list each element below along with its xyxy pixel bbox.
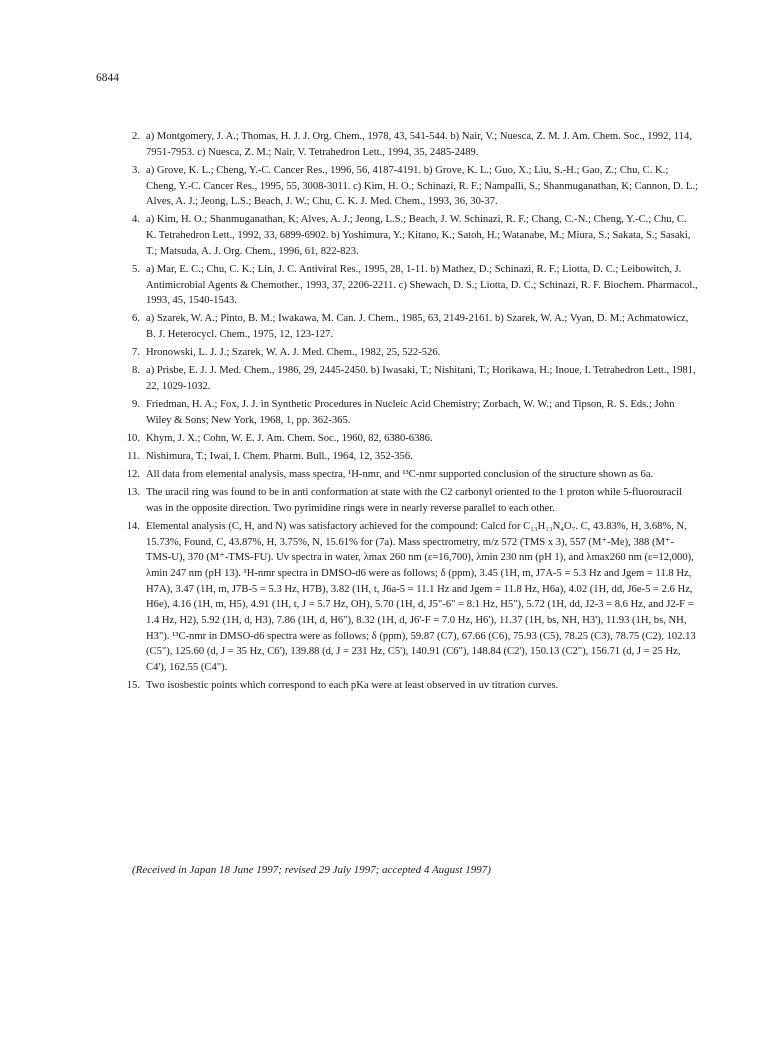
reference-number: 4. [132,214,140,226]
reference-text: a) Mar, E. C.; Chu, C. K.; Lin, J. C. Antiviral Res., 1995, 28, 1-11. b) Mathez, D.; Schinazi, R. F.; Liotta, D. C.; Leibowitch, J. Antimicrobial Agents & Chemother., 1993, 37, 2206-2211. c) Shewach, D. S.; Liotta, D. C.; Schinazi, R. F. Biochem. Pharmacol., 1993, 45, 1540-1543. [146,263,698,307]
reference-item [118,311,698,342]
reference-number: 11. [127,450,140,462]
reference-text: a) Grove, K. L.; Cheng, Y.-C. Cancer Res., 1996, 56, 4187-4191. b) Grove, K. L.; Guo, X.; Liu, S.-H.; Gao, Z.; Chu, C. K.; Cheng, Y.-C. Cancer Res., 1995, 55, 3008-3011. c) Kim, H. O.; Schinazi, R. F.; Nampalli, S.; Shanmuganathan, K; Cannon, D. L.; Alves, A. J.; Jeong, L.S.; Beach, J. W.; Chu, C. K. J. Med. Chem., 1993, 36, 30-37. [146,164,698,208]
reference-text: Elemental analysis (C, H, and N) was satisfactory achieved for the compound: Calcd for C₁₃H₁₃N₄O₇. C, 43.83%, H, 3.68%, N, 15.73%, Found, C, 43.87%, H, 3.75%, N, 15.61% for (7a). Mass spectrometry, m/z 572 (TMS x 3), 557 (M⁺-Me), 388 (M⁺-TMS-U), 370 (M⁺-TMS-FU). Uv spectra in water, λmax 260 nm (ε=16,700), λmin 230 nm (pH 1), and λmax260 nm (ε=12,000), λmin 247 nm (pH 13). ¹H-nmr spectra in DMSO-d6 were as follows; δ (ppm), 3.45 (1H, m, J7A-5 = 5.3 Hz and Jgem = 11.8 Hz, H7A), 3.47 (1H, m, J7B-5 = 5.3 Hz, H7B), 3.82 (1H, t, J6a-5 = 11.1 Hz and Jgem = 11.8 Hz, H6a), 4.02 (1H, dd, J6e-5 = 2.6 Hz, H6e), 4.16 (1H, m, H5), 4.91 (1H, t, J = 5.7 Hz, OH), 5.70 (1H, d, J5"-6" = 8.1 Hz, H5"), 5.72 (1H, dd, J2-3 = 8.6 Hz, and J2-F = 1.4 Hz, H2), 5.92 (1H, d, H3), 7.86 (1H, d, H6"), 8.32 (1H, d, J6'-F = 7.0 Hz, H6'), 11.37 (1H, bs, NH, H3'), 11.93 (1H, bs, NH, H3"). ¹³C-nmr in DMSO-d6 spectra were as follows; δ (ppm), 59.87 (C7), 67.66 (C6), 75.93 (C5), 78.25 (C3), 78.75 (C2), 102.13 (C5"), 125.60 (d, J = 35 Hz, C6'), 139.88 (d, J = 231 Hz, C5'), 140.91 (C6"), 148.84 (C2'), 150.13 (C2"), 156.71 (d, J = 25 Hz, C4'), 162.55 (C4"). [146,520,696,674]
reference-number: 3. [132,164,140,176]
reference-item [118,519,698,676]
reference-text: a) Szarek, W. A.; Pinto, B. M.; Iwakawa, M. Can. J. Chem., 1985, 63, 2149-2161. b) Szarek, W. A.; Vyan, D. M.; Achmatowicz, B. J. Heterocycl. Chem., 1975, 12, 123-127. [146,313,689,340]
received-dates: (Received in Japan 18 June 1997; revised 29 July 1997; accepted 4 August 1997) [132,864,491,876]
reference-list [118,129,698,694]
reference-text: Two isosbestic points which correspond to each pKa were at least observed in uv titration curves. [146,680,559,692]
reference-text: The uracil ring was found to be in anti conformation at state with the C2 carbonyl oriented to the 1 proton while 5-fluorouracil was in the opposite direction. Two pyrimidine rings were in nearly reverse parallel to each other. [146,487,683,514]
reference-number: 12. [126,468,140,480]
reference-item [118,212,698,259]
reference-number: 5. [132,263,140,275]
reference-text: Khym, J. X.; Cohn, W. E. J. Am. Chem. Soc., 1960, 82, 6380-6386. [146,432,433,444]
reference-item [118,262,698,309]
reference-text: a) Montgomery, J. A.; Thomas, H. J. J. Org. Chem., 1978, 43, 541-544. b) Nair, V.; Nuesca, Z. M. J. Am. Chem. Soc., 1992, 114, 7951-7953. c) Nuesca, Z. M.; Nair, V. Tetrahedron Lett., 1994, 35, 2485-2489. [146,131,692,158]
reference-number: 6. [132,313,140,325]
reference-text: Friedman, H. A.; Fox, J. J. in Synthetic Procedures in Nucleic Acid Chemistry; Zorbach, W. W.; and Tipson, R. S. Eds.; John Wiley & Sons; New York, 1968, 1, pp. 362-365. [146,398,675,426]
reference-text: All data from elemental analysis, mass spectra, ¹H-nmr, and ¹³C-nmr supported conclusion of the structure shown as 6a. [146,468,654,480]
reference-number: 15. [126,680,140,692]
reference-number: 7. [132,347,140,359]
reference-item [118,397,698,428]
reference-item [118,431,698,447]
reference-text: a) Prisbe, E. J. J. Med. Chem., 1986, 29, 2445-2450. b) Iwasaki, T.; Nishitani, T.; Horikawa, H.; Inoue, I. Tetrahedron Lett., 1981, 22, 1029-1032. [146,365,696,392]
reference-item [118,345,698,361]
reference-number: 10. [126,432,140,444]
reference-text: a) Kim, H. O.; Shanmuganathan, K; Alves, A. J.; Jeong, L.S.; Beach, J. W. Schinazi, R. F.; Chang, C.-N.; Cheng, Y.-C.; Chu, C. K. Tetrahedron Lett., 1992, 33, 6899-6902. b) Yoshimura, Y.; Kitano, K.; Satoh, H.; Watanabe, M.; Miura, S.; Sakata, S.; Sasaki, T.; Matsuda, A. J. Org. Chem., 1996, 61, 822-823. [146,214,691,257]
reference-text: Nishimura, T.; Iwai, I. Chem. Pharm. Bull., 1964, 12, 352-356. [146,450,413,462]
reference-item [118,485,698,516]
reference-number: 14. [126,520,140,532]
reference-number: 8. [132,365,140,377]
reference-item [118,449,698,465]
reference-item [118,163,698,210]
reference-number: 13. [126,487,140,499]
reference-number: 9. [132,398,140,410]
reference-item [118,363,698,394]
reference-item [118,678,698,694]
page-number: 6844 [96,72,119,84]
reference-item [118,467,698,483]
reference-item [118,129,698,160]
reference-number: 2. [132,131,140,142]
reference-text: Hronowski, L. J. J.; Szarek, W. A. J. Med. Chem., 1982, 25, 522-526. [146,347,441,359]
